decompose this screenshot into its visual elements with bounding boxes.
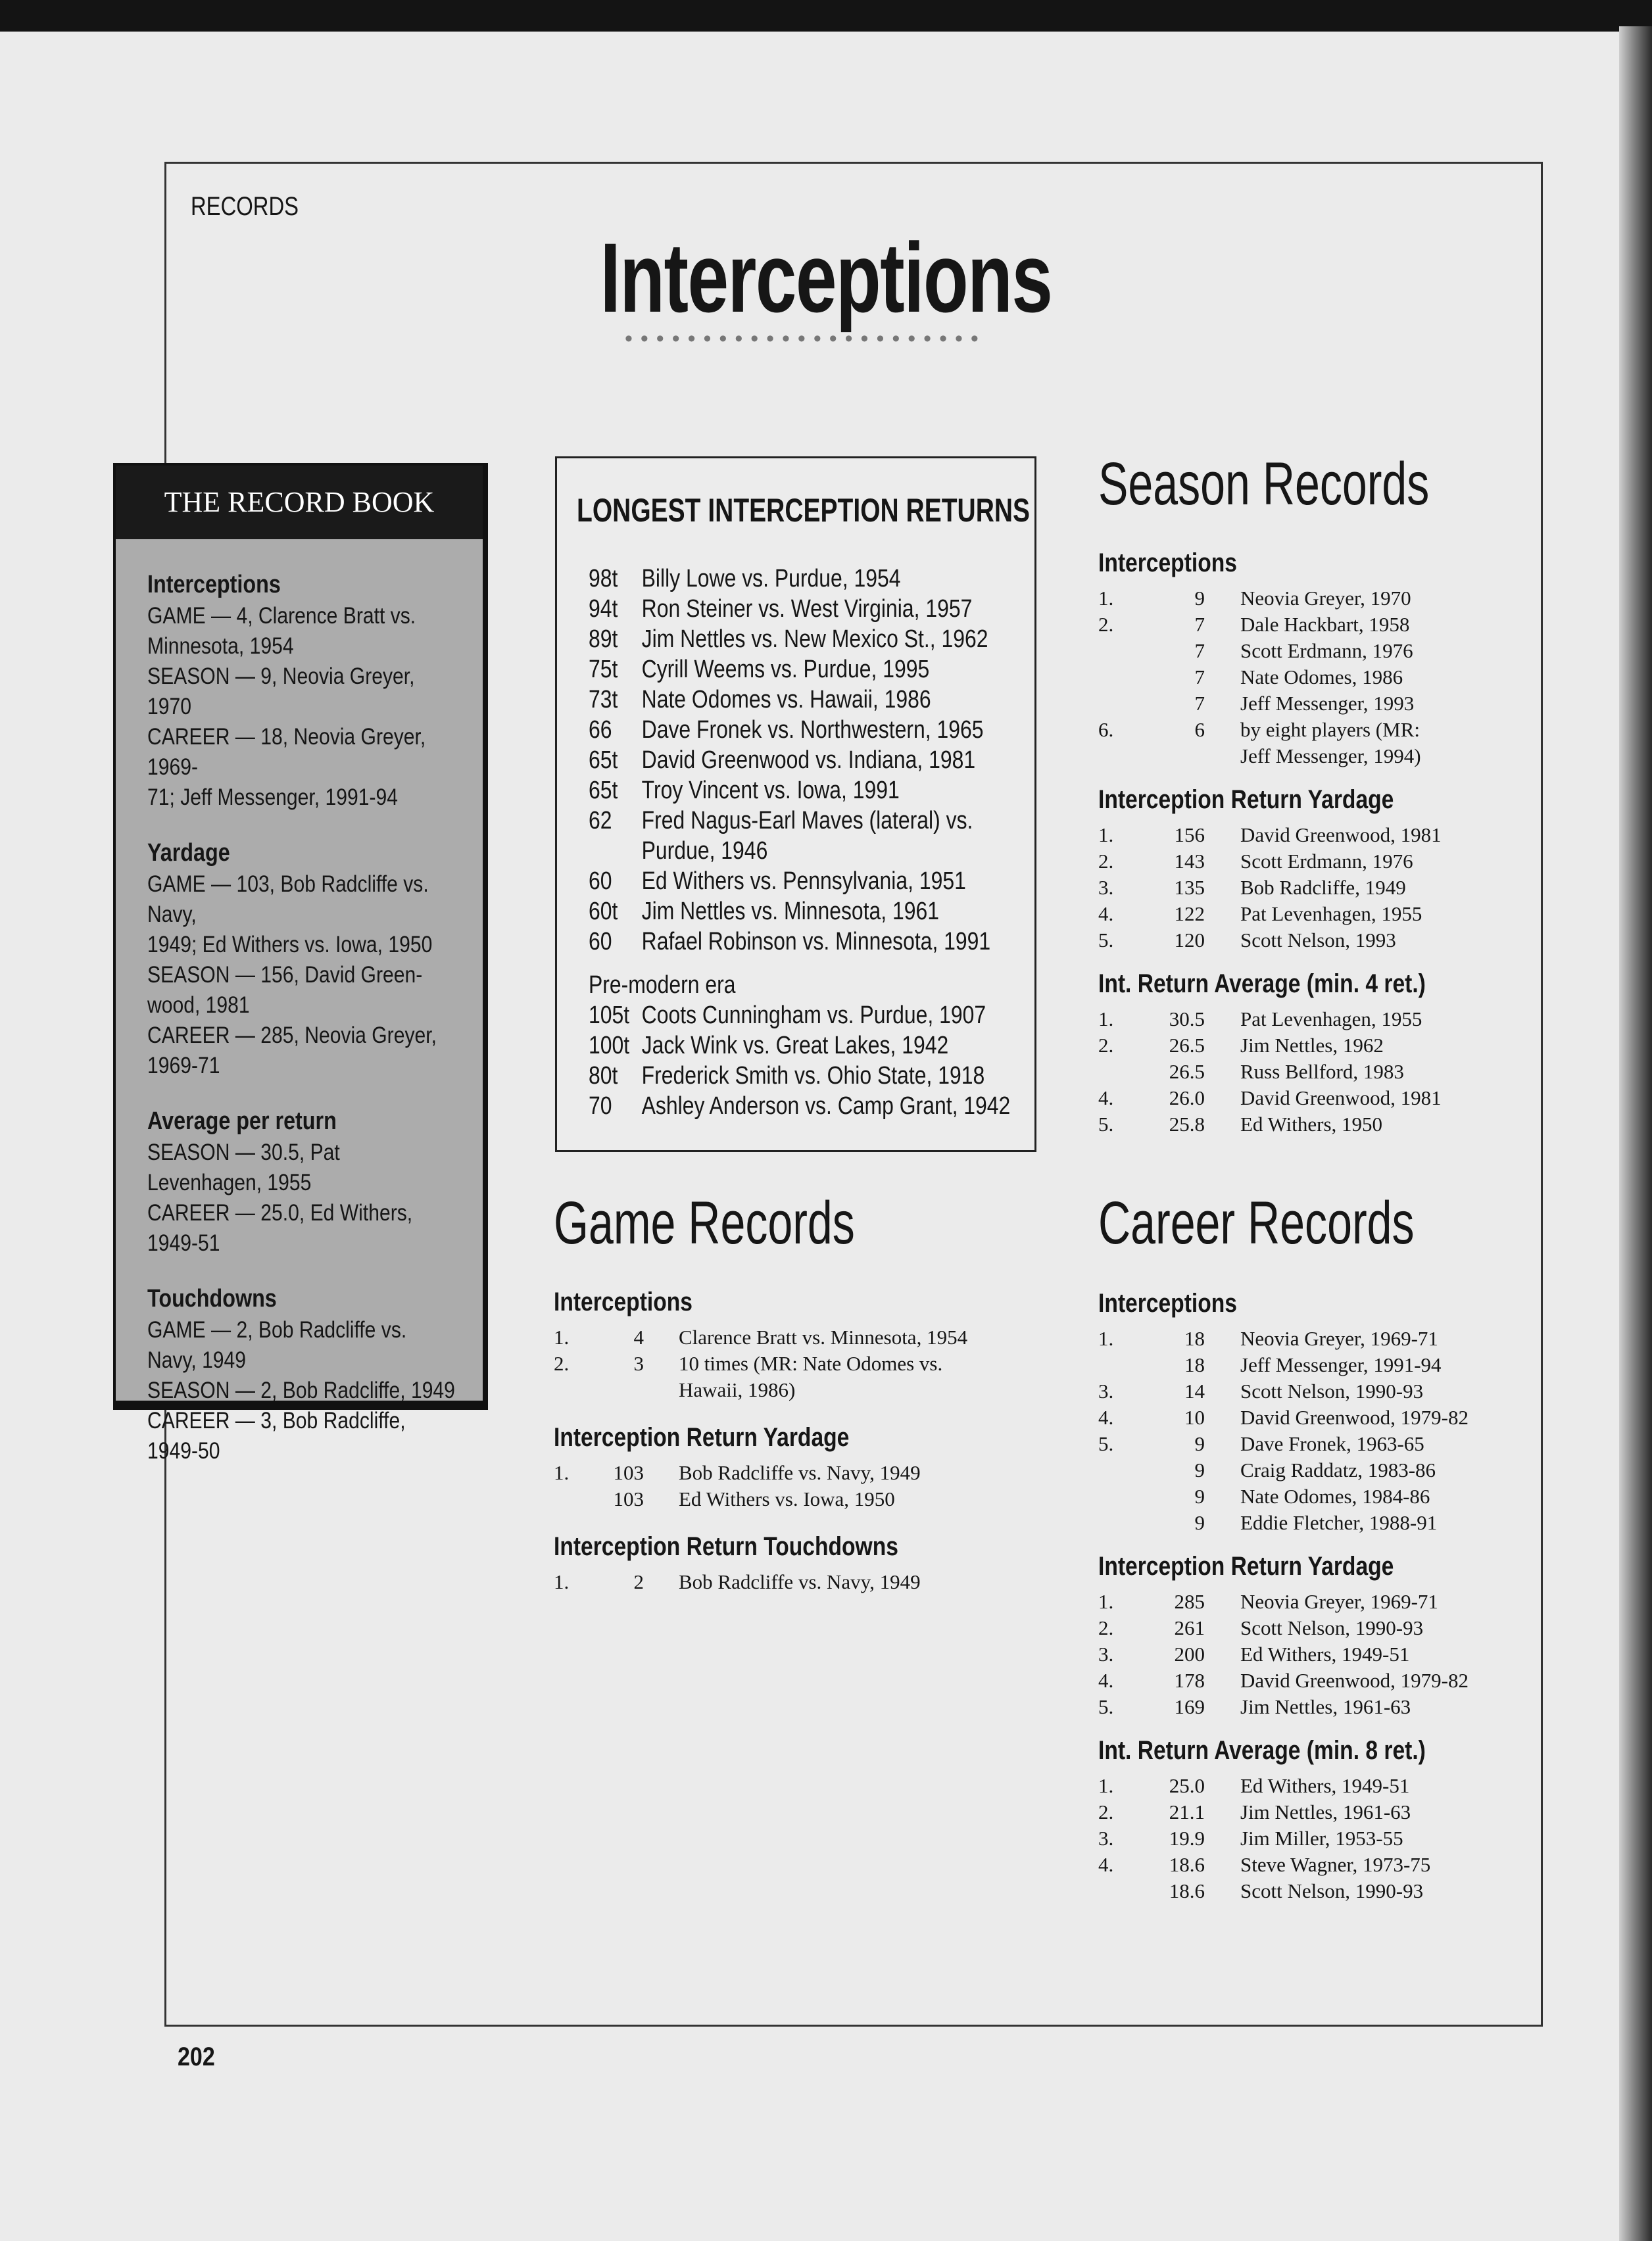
- season-record-row: [1098, 587, 1467, 613]
- holder: Jim Miller, 1953-55: [1240, 1827, 1403, 1850]
- record-book-line: SEASON — 2, Bob Radcliffe, 1949: [147, 1378, 455, 1403]
- record-book-line: 1949-51: [147, 1230, 220, 1256]
- holder: Jeff Messenger, 1991-94: [1240, 1353, 1442, 1376]
- value: 6: [1194, 718, 1205, 741]
- holder: Nate Odomes, 1986: [1240, 665, 1403, 688]
- record-book-header: THE RECORD BOOK: [116, 466, 483, 539]
- longest-return-row: [589, 1001, 986, 1030]
- rank: 1.: [554, 1570, 570, 1593]
- record-book-line: SEASON — 156, David Green-: [147, 962, 423, 988]
- holder: Clarence Bratt vs. Minnesota, 1954: [679, 1326, 968, 1349]
- season-record-row: [1098, 718, 1467, 744]
- value: 9: [1194, 1485, 1205, 1508]
- value: 9: [1194, 587, 1205, 610]
- return-yards: 73t: [589, 686, 618, 713]
- season-record-row: [1098, 876, 1467, 902]
- holder: Scott Nelson, 1990-93: [1240, 1616, 1424, 1639]
- value: 19.9: [1169, 1827, 1205, 1850]
- holder: Ed Withers, 1949-51: [1240, 1643, 1410, 1666]
- return-yards: 65t: [589, 777, 618, 804]
- record-book-heading: Yardage: [147, 839, 230, 867]
- value: 9: [1194, 1458, 1205, 1482]
- holder: Ed Withers vs. Iowa, 1950: [679, 1487, 895, 1510]
- game-section-heading: Interceptions: [554, 1288, 692, 1316]
- holder: Bob Radcliffe vs. Navy, 1949: [679, 1461, 921, 1484]
- holder: Jeff Messenger, 1994): [1240, 744, 1421, 767]
- season-record-row: [1098, 1086, 1467, 1113]
- return-desc: Ed Withers vs. Pennsylvania, 1951: [641, 867, 966, 895]
- season-record-row: [1098, 823, 1467, 850]
- holder: Scott Nelson, 1993: [1240, 928, 1396, 952]
- career-record-row: [1098, 1458, 1467, 1485]
- holder: David Greenwood, 1981: [1240, 1086, 1442, 1109]
- season-record-row: [1098, 665, 1467, 692]
- game-records-title: Game Records: [554, 1190, 855, 1257]
- value: 2: [633, 1570, 644, 1593]
- longest-return-row: [589, 686, 931, 714]
- holder: Ed Withers, 1949-51: [1240, 1774, 1410, 1797]
- return-desc: Troy Vincent vs. Iowa, 1991: [641, 777, 900, 804]
- holder: Steve Wagner, 1973-75: [1240, 1853, 1431, 1876]
- rank: 1.: [554, 1461, 570, 1484]
- value: 178: [1174, 1669, 1205, 1692]
- season-section-heading: Interceptions: [1098, 548, 1237, 577]
- rank: 3.: [1098, 876, 1114, 899]
- record-book-line: 1969-71: [147, 1053, 220, 1078]
- holder: Pat Levenhagen, 1955: [1240, 902, 1422, 925]
- return-yards: 100t: [589, 1032, 630, 1059]
- return-yards: 70: [589, 1092, 612, 1120]
- section-label: RECORDS: [191, 192, 299, 221]
- record-book-line: Navy, 1949: [147, 1347, 247, 1373]
- career-record-row: [1098, 1774, 1467, 1800]
- holder: Jim Nettles, 1961-63: [1240, 1800, 1411, 1823]
- career-section-heading: Interceptions: [1098, 1289, 1237, 1318]
- record-book-heading: Interceptions: [147, 571, 281, 598]
- rank: 4.: [1098, 1669, 1114, 1692]
- return-yards: 80t: [589, 1062, 618, 1090]
- holder: Scott Erdmann, 1976: [1240, 850, 1413, 873]
- record-book-line: 1949-50: [147, 1438, 220, 1464]
- career-records-title: Career Records: [1098, 1190, 1415, 1257]
- value: 120: [1174, 928, 1205, 952]
- career-record-row: [1098, 1406, 1467, 1432]
- season-record-row: [1098, 850, 1467, 876]
- holder: Hawaii, 1986): [679, 1378, 796, 1401]
- game-section-heading: Interception Return Yardage: [554, 1423, 850, 1452]
- value: 9: [1194, 1511, 1205, 1534]
- rank: 2.: [1098, 1800, 1114, 1823]
- career-record-row: [1098, 1879, 1467, 1906]
- return-desc: Purdue, 1946: [641, 837, 768, 865]
- return-desc: Jim Nettles vs. Minnesota, 1961: [641, 898, 940, 925]
- record-book-line: CAREER — 3, Bob Radcliffe,: [147, 1408, 406, 1434]
- value: 7: [1194, 665, 1205, 688]
- return-yards: 89t: [589, 625, 618, 653]
- rank: 2.: [1098, 850, 1114, 873]
- value: 10: [1184, 1406, 1205, 1429]
- return-yards: 60t: [589, 898, 618, 925]
- record-book-heading: Touchdowns: [147, 1285, 277, 1313]
- return-yards: 66: [589, 716, 612, 744]
- rank: 1.: [1098, 1327, 1114, 1350]
- record-book-line: SEASON — 9, Neovia Greyer, 1970: [147, 663, 415, 719]
- holder: Jim Nettles, 1962: [1240, 1034, 1384, 1057]
- return-desc: Coots Cunningham vs. Purdue, 1907: [641, 1001, 986, 1029]
- rank: 4.: [1098, 1406, 1114, 1429]
- rank: 4.: [1098, 1086, 1114, 1109]
- season-record-row: [1098, 613, 1467, 639]
- rank: 5.: [1098, 1432, 1114, 1455]
- rank: 3.: [1098, 1380, 1114, 1403]
- holder: Pat Levenhagen, 1955: [1240, 1007, 1422, 1030]
- record-book-line: GAME — 2, Bob Radcliffe vs.: [147, 1317, 407, 1343]
- longest-return-row: [589, 807, 973, 835]
- holder: Bob Radcliffe vs. Navy, 1949: [679, 1570, 921, 1593]
- rank: 2.: [554, 1352, 570, 1375]
- longest-return-row: [589, 1062, 984, 1090]
- page-title: Interceptions: [600, 222, 1052, 333]
- value: 7: [1194, 613, 1205, 636]
- season-record-row: [1098, 1034, 1467, 1060]
- record-book-box: [113, 463, 488, 1464]
- record-book-line: 71; Jeff Messenger, 1991-94: [147, 784, 398, 810]
- longest-return-row: [589, 595, 972, 623]
- holder: Neovia Greyer, 1969-71: [1240, 1327, 1438, 1350]
- holder: Dave Fronek, 1963-65: [1240, 1432, 1424, 1455]
- value: 3: [633, 1352, 644, 1375]
- value: 103: [613, 1487, 644, 1510]
- rank: 1.: [1098, 1774, 1114, 1797]
- career-section-heading: Interception Return Yardage: [1098, 1552, 1394, 1581]
- career-record-row: [1098, 1380, 1467, 1406]
- record-book-line: SEASON — 30.5, Pat: [147, 1140, 340, 1165]
- season-record-row: [1098, 928, 1467, 955]
- career-record-row: [1098, 1327, 1467, 1353]
- return-desc: Fred Nagus-Earl Maves (lateral) vs.: [641, 807, 973, 834]
- game-record-row: [554, 1461, 922, 1487]
- rank: 5.: [1098, 928, 1114, 952]
- return-yards: 65t: [589, 746, 618, 774]
- scan-top-border: [0, 0, 1652, 32]
- career-record-row: [1098, 1432, 1467, 1458]
- return-desc: Jack Wink vs. Great Lakes, 1942: [641, 1032, 949, 1059]
- rank: 1.: [1098, 1590, 1114, 1613]
- longest-return-row: [589, 898, 939, 926]
- holder: by eight players (MR:: [1240, 718, 1420, 741]
- record-book-line: GAME — 103, Bob Radcliffe vs. Navy,: [147, 871, 429, 927]
- holder: Ed Withers, 1950: [1240, 1113, 1383, 1136]
- record-book-line: Levenhagen, 1955: [147, 1170, 312, 1195]
- rank: 1.: [554, 1326, 570, 1349]
- holder: Jim Nettles, 1961-63: [1240, 1695, 1411, 1718]
- longest-return-row: [589, 777, 900, 805]
- longest-returns-title: LONGEST INTERCEPTION RETURNS: [577, 492, 1031, 529]
- rank: 1.: [1098, 1007, 1114, 1030]
- game-section-heading: Interception Return Touchdowns: [554, 1532, 898, 1561]
- career-section-heading: Int. Return Average (min. 8 ret.): [1098, 1736, 1426, 1765]
- longest-returns-box: [555, 456, 1036, 1152]
- holder: Neovia Greyer, 1969-71: [1240, 1590, 1438, 1613]
- value: 261: [1174, 1616, 1205, 1639]
- career-record-row: [1098, 1353, 1467, 1380]
- return-desc: David Greenwood vs. Indiana, 1981: [641, 746, 976, 774]
- career-record-row: [1098, 1827, 1467, 1853]
- holder: David Greenwood, 1979-82: [1240, 1406, 1469, 1429]
- record-book-body: [116, 539, 483, 1466]
- return-yards: 98t: [589, 565, 618, 592]
- holder: David Greenwood, 1981: [1240, 823, 1442, 846]
- record-book-line: CAREER — 18, Neovia Greyer, 1969-: [147, 724, 426, 780]
- rank: 3.: [1098, 1827, 1114, 1850]
- longest-return-row: [589, 837, 767, 865]
- holder: Scott Nelson, 1990-93: [1240, 1879, 1424, 1902]
- decorative-dot-rule: •••••••••••••••••••••••: [625, 326, 986, 351]
- holder: David Greenwood, 1979-82: [1240, 1669, 1469, 1692]
- value: 25.0: [1169, 1774, 1205, 1797]
- holder: Eddie Fletcher, 1988-91: [1240, 1511, 1438, 1534]
- season-record-row: [1098, 639, 1467, 665]
- career-record-row: [1098, 1643, 1467, 1669]
- rank: 2.: [1098, 1616, 1114, 1639]
- longest-return-row: [589, 928, 990, 956]
- rank: 5.: [1098, 1695, 1114, 1718]
- value: 103: [613, 1461, 644, 1484]
- rank: 2.: [1098, 1034, 1114, 1057]
- return-yards: 60: [589, 867, 612, 895]
- game-record-row: [554, 1352, 943, 1378]
- career-record-row: [1098, 1590, 1467, 1616]
- value: 169: [1174, 1695, 1205, 1718]
- rank: 1.: [1098, 823, 1114, 846]
- game-record-row: [554, 1326, 968, 1352]
- longest-return-row: [589, 716, 983, 744]
- return-yards: 105t: [589, 1001, 630, 1029]
- value: 18.6: [1169, 1879, 1205, 1902]
- return-desc: Rafael Robinson vs. Minnesota, 1991: [641, 928, 991, 955]
- value: 26.5: [1169, 1034, 1205, 1057]
- season-section-heading: Interception Return Yardage: [1098, 785, 1394, 814]
- value: 7: [1194, 692, 1205, 715]
- holder: Scott Erdmann, 1976: [1240, 639, 1413, 662]
- return-desc: Ashley Anderson vs. Camp Grant, 1942: [641, 1092, 1011, 1120]
- value: 9: [1194, 1432, 1205, 1455]
- rank: 4.: [1098, 1853, 1114, 1876]
- return-desc: Dave Fronek vs. Northwestern, 1965: [641, 716, 984, 744]
- rank: 6.: [1098, 718, 1114, 741]
- career-record-row: [1098, 1669, 1467, 1695]
- longest-return-row: [589, 625, 988, 654]
- return-desc: Jim Nettles vs. New Mexico St., 1962: [641, 625, 988, 653]
- holder: Craig Raddatz, 1983-86: [1240, 1458, 1436, 1482]
- holder: Scott Nelson, 1990-93: [1240, 1380, 1424, 1403]
- holder: Jeff Messenger, 1993: [1240, 692, 1415, 715]
- season-record-row: [1098, 744, 1467, 771]
- record-book-line: CAREER — 285, Neovia Greyer,: [147, 1023, 437, 1048]
- career-record-row: [1098, 1853, 1467, 1879]
- return-desc: Billy Lowe vs. Purdue, 1954: [641, 565, 901, 592]
- value: 135: [1174, 876, 1205, 899]
- season-record-row: [1098, 692, 1467, 718]
- holder: 10 times (MR: Nate Odomes vs.: [679, 1352, 943, 1375]
- holder: Russ Bellford, 1983: [1240, 1060, 1404, 1083]
- career-record-row: [1098, 1511, 1467, 1537]
- holder: Bob Radcliffe, 1949: [1240, 876, 1406, 899]
- value: 18: [1184, 1327, 1205, 1350]
- record-book-line: CAREER — 25.0, Ed Withers,: [147, 1200, 413, 1226]
- value: 26.5: [1169, 1060, 1205, 1083]
- season-record-row: [1098, 1060, 1467, 1086]
- value: 156: [1174, 823, 1205, 846]
- holder: Neovia Greyer, 1970: [1240, 587, 1411, 610]
- rank: 3.: [1098, 1643, 1114, 1666]
- premodern-label: Pre-modern era: [589, 971, 736, 999]
- return-yards: 94t: [589, 595, 618, 623]
- value: 30.5: [1169, 1007, 1205, 1030]
- value: 14: [1184, 1380, 1205, 1403]
- game-record-row: [554, 1487, 922, 1514]
- game-record-row: [554, 1570, 922, 1597]
- return-desc: Frederick Smith vs. Ohio State, 1918: [641, 1062, 985, 1090]
- return-desc: Nate Odomes vs. Hawaii, 1986: [641, 686, 931, 713]
- longest-return-row: [589, 1092, 1010, 1120]
- rank: 2.: [1098, 613, 1114, 636]
- page-edge-shadow: [1619, 26, 1652, 2241]
- longest-return-row: [589, 656, 929, 684]
- return-desc: Ron Steiner vs. West Virginia, 1957: [641, 595, 973, 623]
- rank: 1.: [1098, 587, 1114, 610]
- career-record-row: [1098, 1695, 1467, 1722]
- value: 7: [1194, 639, 1205, 662]
- season-record-row: [1098, 1113, 1467, 1139]
- career-record-row: [1098, 1485, 1467, 1511]
- game-record-row: [554, 1378, 922, 1405]
- value: 4: [633, 1326, 644, 1349]
- page-number: 202: [178, 2042, 215, 2071]
- value: 25.8: [1169, 1113, 1205, 1136]
- return-yards: 62: [589, 807, 612, 834]
- value: 285: [1174, 1590, 1205, 1613]
- record-book-line: 1949; Ed Withers vs. Iowa, 1950: [147, 932, 433, 957]
- value: 18.6: [1169, 1853, 1205, 1876]
- value: 21.1: [1169, 1800, 1205, 1823]
- longest-return-row: [589, 1032, 948, 1060]
- rank: 4.: [1098, 902, 1114, 925]
- holder: Dale Hackbart, 1958: [1240, 613, 1410, 636]
- record-book-line: GAME — 4, Clarence Bratt vs.: [147, 603, 416, 629]
- record-book-line: wood, 1981: [147, 992, 250, 1018]
- value: 143: [1174, 850, 1205, 873]
- record-book-heading: Average per return: [147, 1107, 337, 1135]
- season-section-heading: Int. Return Average (min. 4 ret.): [1098, 969, 1426, 998]
- value: 200: [1174, 1643, 1205, 1666]
- rank: 5.: [1098, 1113, 1114, 1136]
- return-yards: 60: [589, 928, 612, 955]
- season-record-row: [1098, 1007, 1467, 1034]
- season-record-row: [1098, 902, 1467, 928]
- holder: Nate Odomes, 1984-86: [1240, 1485, 1430, 1508]
- return-yards: 75t: [589, 656, 618, 683]
- value: 18: [1184, 1353, 1205, 1376]
- season-records-title: Season Records: [1098, 450, 1430, 518]
- return-desc: Cyrill Weems vs. Purdue, 1995: [641, 656, 930, 683]
- value: 26.0: [1169, 1086, 1205, 1109]
- career-record-row: [1098, 1800, 1467, 1827]
- longest-return-row: [589, 565, 901, 593]
- career-record-row: [1098, 1616, 1467, 1643]
- longest-return-row: [589, 746, 975, 775]
- record-book-line: Minnesota, 1954: [147, 633, 294, 659]
- longest-return-row: [589, 867, 966, 896]
- value: 122: [1174, 902, 1205, 925]
